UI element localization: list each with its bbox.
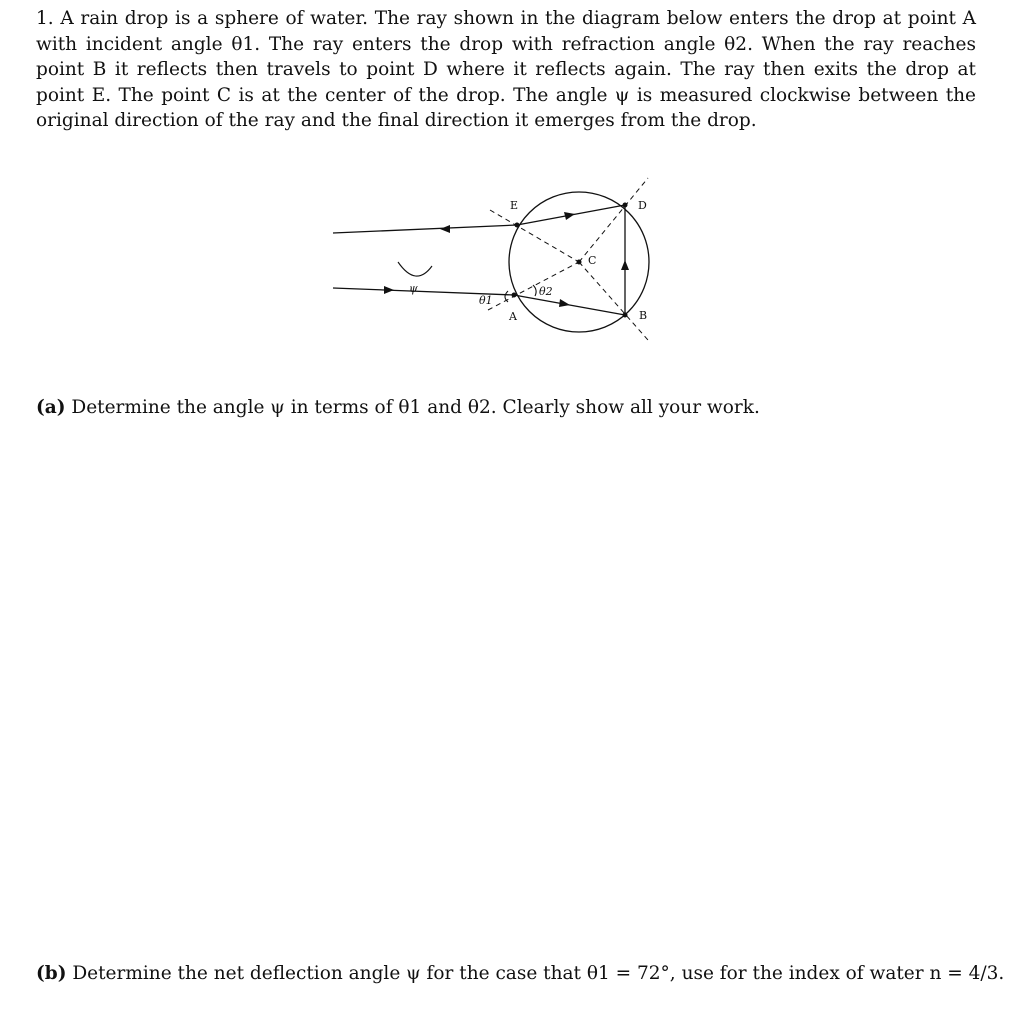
label-psi: ψ bbox=[409, 282, 418, 295]
arrow-reflected-de bbox=[564, 212, 575, 220]
part-b-text: Determine the net deflection angle ψ for the case that θ1 = 72°, use for the index of water n = 4/3. bbox=[72, 963, 1005, 984]
part-a-label: (a) bbox=[36, 397, 66, 418]
emerging-ray bbox=[333, 225, 517, 233]
problem-body: A rain drop is a sphere of water. The ray shown in the diagram below enters the drop at point A with incident angle θ1. The ray enters the drop with refraction angle θ2. When the ray reaches point B it reflects then travels to point D where it reflects again. The ray then exits the drop at point E. The point C is at the center of the drop. The angle ψ is measured clockwise between the original direction of the ray and the final direction it emerges from the drop. bbox=[36, 8, 976, 131]
arrow-refracted bbox=[559, 299, 570, 307]
part-a-question bbox=[36, 395, 760, 420]
point-a-dot bbox=[512, 293, 517, 298]
point-b-dot bbox=[623, 313, 628, 318]
rain-drop-diagram bbox=[320, 170, 680, 350]
problem-statement bbox=[36, 6, 976, 134]
arrow-incoming bbox=[384, 286, 394, 294]
label-point-e: E bbox=[510, 199, 519, 212]
point-c-dot bbox=[577, 260, 582, 265]
theta2-angle-arc bbox=[533, 285, 536, 296]
arrow-emerging bbox=[440, 225, 450, 233]
part-a-text: Determine the angle ψ in terms of θ1 and θ2. Clearly show all your work. bbox=[71, 397, 760, 418]
point-d-dot bbox=[623, 203, 628, 208]
label-point-d: D bbox=[638, 199, 647, 212]
point-e-dot bbox=[515, 223, 520, 228]
label-point-a: A bbox=[509, 310, 517, 323]
part-b-question bbox=[36, 961, 1004, 986]
psi-angle-arc bbox=[398, 262, 432, 276]
normal-line-d bbox=[579, 178, 648, 262]
label-theta1: θ1 bbox=[479, 294, 493, 307]
label-point-c: C bbox=[588, 254, 597, 267]
problem-number: 1. bbox=[36, 8, 54, 29]
label-theta2: θ2 bbox=[539, 285, 553, 298]
part-b-label: (b) bbox=[36, 963, 67, 984]
label-point-b: B bbox=[639, 309, 648, 322]
arrow-reflected-bd bbox=[621, 260, 629, 270]
